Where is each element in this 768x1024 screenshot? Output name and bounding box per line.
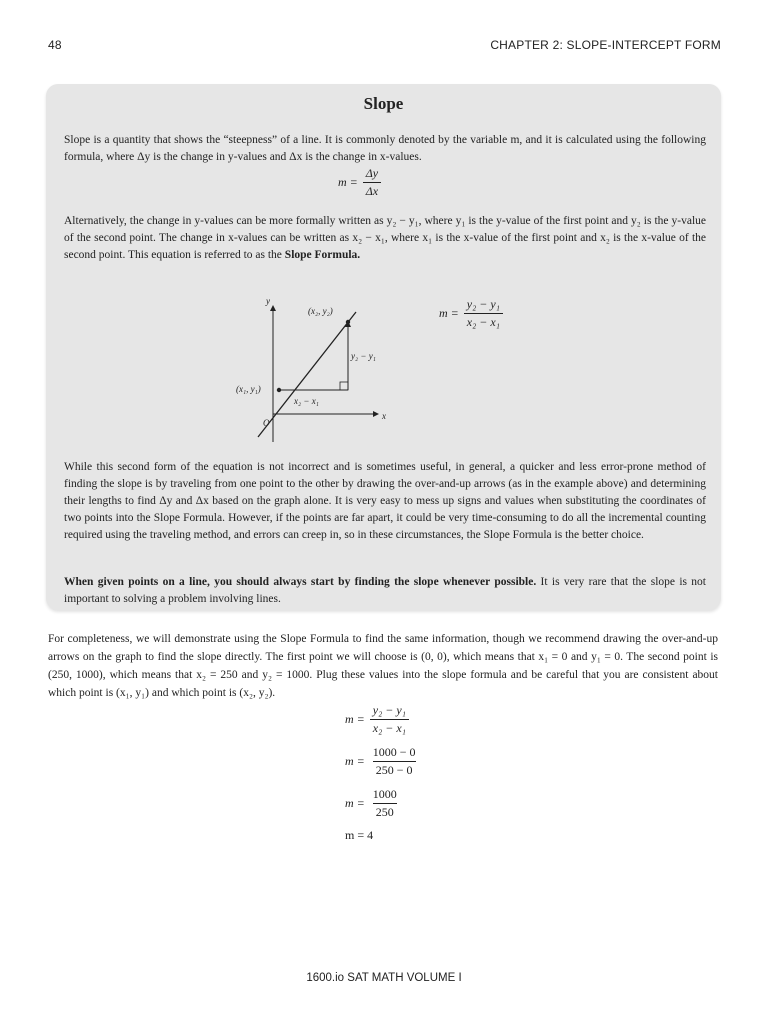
formula-lhs: m = [338,175,358,189]
x-axis-label: x [382,411,386,421]
fraction-denominator: x₂ − x₁ [464,313,503,330]
slope-info-box [46,84,721,610]
slope-formula-paragraph [64,213,706,264]
worked-steps [345,698,419,846]
step-1 [345,698,419,740]
step-fraction [370,787,400,820]
traveling-method-paragraph: While this second form of the equation is not incorrect and is sometimes useful, in general, a quicker and less error-prone method of finding the slope is by traveling from one point to the other by drawing the over-and-up arrows (as in the example above) and determining their lengths to find Δy and Δx based on the graph alone. It is very easy to mess up signs and values when substituting the coordinates of two points into the Slope Formula. However, if the points are far apart, it could be very time-consuming to do all the incremental counting required using the traveling method, and errors can creep in, so in these circumstances, the Slope Formula is the better choice. [64,461,706,541]
step-lhs: m = [345,753,365,768]
slope-formula [439,297,503,330]
fraction-numerator: y₂ − y₁ [466,297,500,311]
fraction-numerator: 1000 [372,786,397,801]
final-result: m = 4 [345,827,374,842]
slope-tip-bold: When given points on a line, you should always start by finding the slope whenever possible. [64,576,537,588]
fraction-numerator: y₂ − y₁ [372,702,406,717]
point-2-label: (x₂, y₂) [308,306,333,316]
origin-label: O [263,418,270,428]
point-2 [346,320,350,324]
slope-fraction [464,297,503,330]
box-title: Slope [363,94,404,113]
step-lhs: m = [345,711,365,726]
example-paragraph: For completeness, we will demonstrate using the Slope Formula to find the same information, though we recommend drawing the over-and-up arrows on the graph to find the slope directly. The first point we will choose is (0, 0), which means that x₁ = 0 and y₁ = 0. The second point is (250, 1000), which means that x₂ = 250 and y₂ = 1000. Plug these values into the slope formula and be careful that you are consistent about which point is (x₁, y₁) and which point is (x₂, y₂). [48,633,718,699]
page-number: 48 [48,38,62,52]
fraction-numerator: 1000 − 0 [372,744,416,759]
run-label: x₂ − x₁ [294,396,319,406]
step-final [345,824,419,846]
fraction-denominator: 250 − 0 [373,761,416,778]
delta-fraction [363,166,381,199]
step-lhs: m = [345,795,365,810]
delta-formula [338,166,381,199]
step-fraction [370,745,419,778]
step-fraction [370,703,409,736]
slope-definition-paragraph: Slope is a quantity that shows the “steepness” of a line. It is commonly denoted by the variable m, and it is calculated using the following formula, where Δy is the change in y-values and Δx is the change in x-values. [64,134,706,163]
page-footer: 1600.io SAT MATH VOLUME I [306,972,462,984]
slope-tip-paragraph [64,574,706,608]
rise-label: y₂ − y₁ [351,351,376,361]
slope-tip-text: It is very rare that the slope is not important to solving a problem involving lines. [64,576,707,605]
point-1-label: (x₁, y₁) [236,384,261,394]
formula-lhs: m = [439,306,459,320]
chapter-title: CHAPTER 2: SLOPE-INTERCEPT FORM [490,38,721,52]
paragraph-text: Alternatively, the change in y-values can be more formally written as y₂ − y₁, where y₁ is the y-value of the first point and y₂ is the y-value of the second point. The change in x-values can be written as x₂ − x₁, where x₁ is the x-value of the first point and x₂ is the x-value of the second point. This equation is referred to as the [64,215,706,261]
fraction-numerator: Δy [365,166,379,180]
slope-formula-term: Slope Formula. [284,249,361,261]
fraction-denominator: x₂ − x₁ [370,719,409,736]
right-angle-marker [340,382,348,390]
step-3 [345,782,419,824]
point-1 [277,388,281,392]
fraction-denominator: 250 [373,803,397,820]
y-axis-label: y [266,296,270,306]
slope-diagram [216,292,396,442]
step-2 [345,740,419,782]
fraction-denominator: Δx [363,182,381,199]
